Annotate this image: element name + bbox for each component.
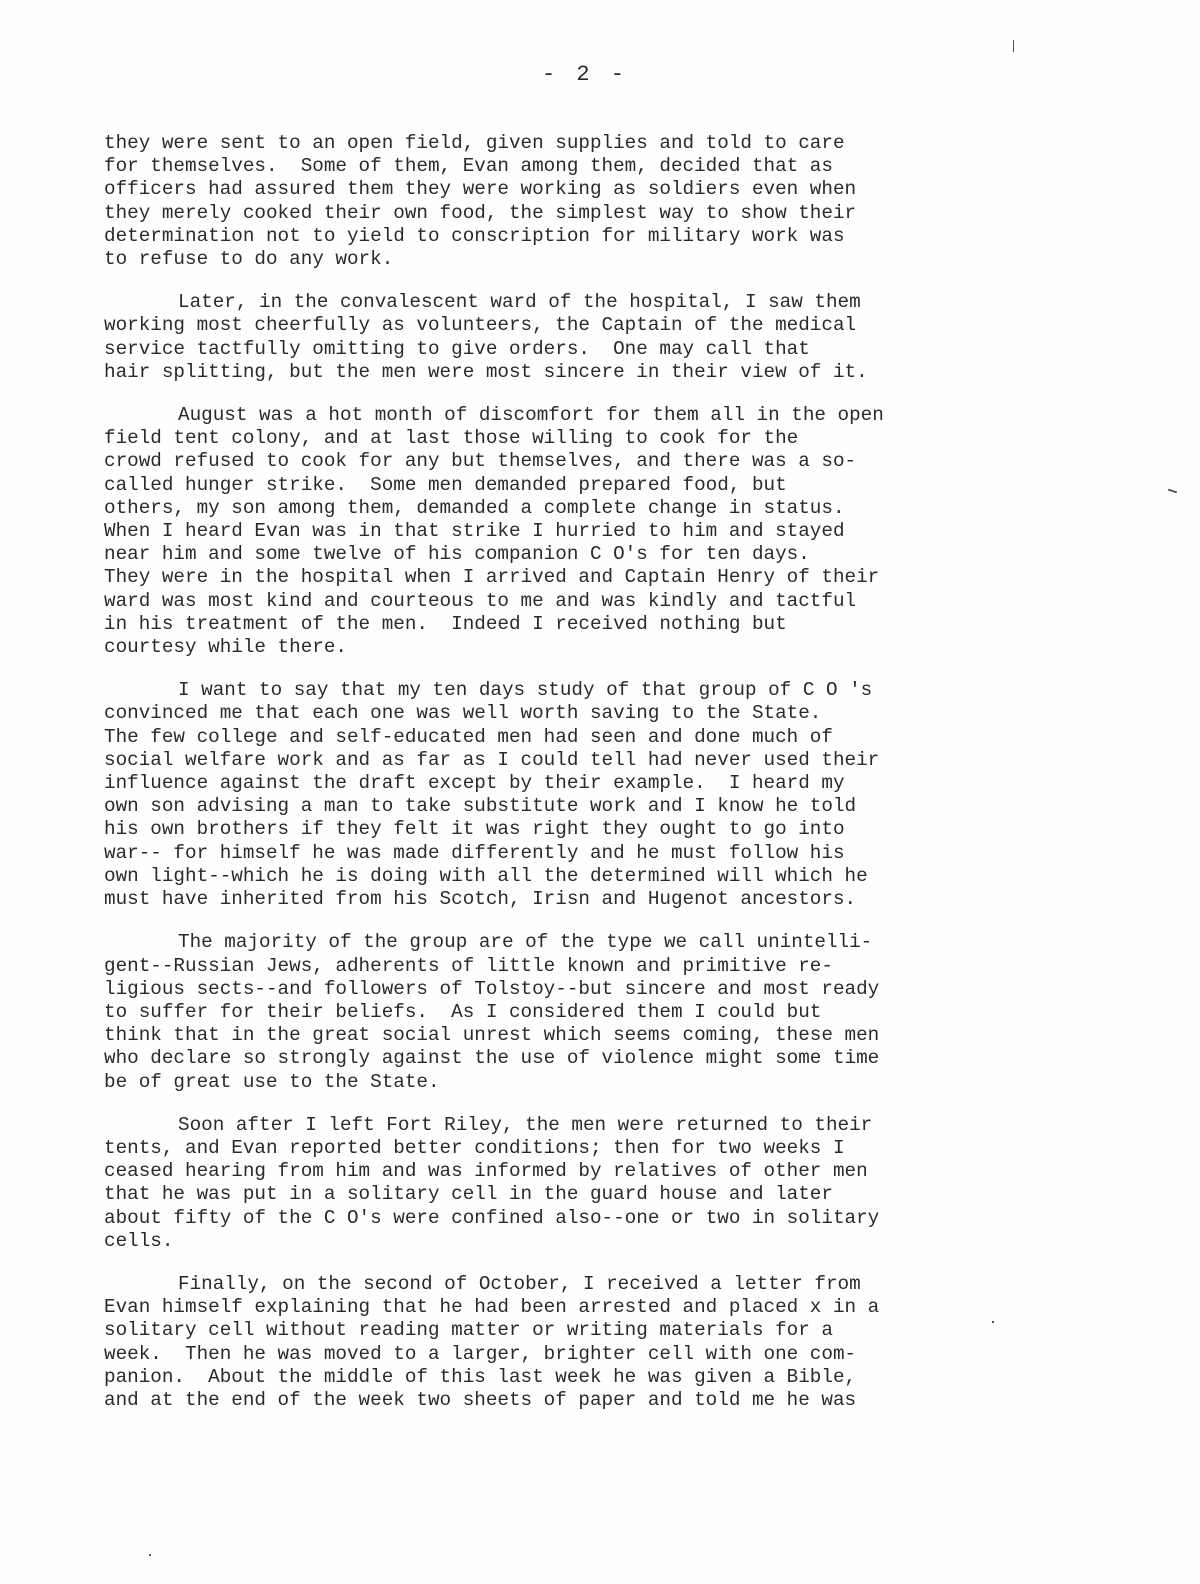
paragraph-6 bbox=[104, 1114, 1079, 1253]
text-line: others, my son among them, demanded a complete change in status. bbox=[104, 496, 845, 519]
text-line: war-- for himself he was made differently and he must follow his bbox=[104, 841, 845, 864]
paragraph-3 bbox=[104, 404, 1079, 659]
letter-body bbox=[104, 132, 1079, 1432]
page-number: - 2 - bbox=[541, 62, 628, 87]
text-line: called hunger strike. Some men demanded prepared food, but bbox=[104, 473, 787, 496]
text-line: about fifty of the C O's were confined also--one or two in solitary bbox=[104, 1206, 880, 1229]
stray-mark bbox=[1013, 40, 1014, 52]
text-line: solitary cell without reading matter or writing materials for a bbox=[104, 1319, 833, 1342]
text-line: panion. About the middle of this last week he was given a Bible, bbox=[104, 1365, 857, 1388]
paragraph-2 bbox=[104, 291, 1079, 384]
text-line: courtesy while there. bbox=[104, 636, 347, 659]
text-line: ceased hearing from him and was informed by relatives of other men bbox=[104, 1160, 868, 1183]
paragraph-5 bbox=[104, 931, 1079, 1093]
text-line: Finally, on the second of October, I received a letter from bbox=[178, 1272, 861, 1295]
text-line: officers had assured them they were working as soldiers even when bbox=[104, 178, 857, 201]
text-line: think that in the great social unrest which seems coming, these men bbox=[104, 1024, 880, 1047]
text-line: social welfare work and as far as I could tell had never used their bbox=[104, 748, 880, 771]
text-line: Later, in the convalescent ward of the hospital, I saw them bbox=[178, 291, 861, 314]
text-line: that he was put in a solitary cell in the guard house and later bbox=[104, 1183, 833, 1206]
text-line: August was a hot month of discomfort for them all in the open bbox=[178, 404, 884, 427]
paragraph-7 bbox=[104, 1273, 1079, 1412]
text-line: for themselves. Some of them, Evan among them, decided that as bbox=[104, 155, 833, 178]
text-line: to refuse to do any work. bbox=[104, 248, 394, 271]
text-line: in his treatment of the men. Indeed I received nothing but bbox=[104, 612, 787, 635]
text-line: The few college and self-educated men had seen and done much of bbox=[104, 725, 833, 748]
text-line: own light--which he is doing with all the determined will which he bbox=[104, 864, 868, 887]
text-line: Soon after I left Fort Riley, the men were returned to their bbox=[178, 1113, 873, 1136]
paragraph-4 bbox=[104, 679, 1079, 911]
paragraph-1 bbox=[104, 132, 1079, 271]
text-line: tents, and Evan reported better conditions; then for two weeks I bbox=[104, 1136, 845, 1159]
text-line: Evan himself explaining that he had been arrested and placed x in a bbox=[104, 1296, 880, 1319]
text-line: They were in the hospital when I arrived and Captain Henry of their bbox=[104, 566, 880, 589]
text-line: who declare so strongly against the use of violence might some time bbox=[104, 1047, 880, 1070]
text-line: service tactfully omitting to give orders. One may call that bbox=[104, 337, 810, 360]
text-line: ligious sects--and followers of Tolstoy--but sincere and most ready bbox=[104, 977, 880, 1000]
text-line: The majority of the group are of the type we call unintelli- bbox=[178, 931, 873, 954]
text-line: his own brothers if they felt it was right they ought to go into bbox=[104, 818, 845, 841]
text-line: I want to say that my ten days study of that group of C O 's bbox=[178, 679, 873, 702]
text-line: influence against the draft except by their example. I heard my bbox=[104, 772, 845, 795]
text-line: and at the end of the week two sheets of paper and told me he was bbox=[104, 1388, 857, 1411]
text-line: to suffer for their beliefs. As I considered them I could but bbox=[104, 1000, 822, 1023]
text-line: they were sent to an open field, given supplies and told to care bbox=[104, 132, 845, 154]
text-line: be of great use to the State. bbox=[104, 1070, 440, 1093]
text-line: working most cheerfully as volunteers, the Captain of the medical bbox=[104, 314, 857, 337]
text-line: convinced me that each one was well worth saving to the State. bbox=[104, 702, 822, 725]
text-line: determination not to yield to conscription for military work was bbox=[104, 224, 845, 247]
text-line: When I heard Evan was in that strike I hurried to him and stayed bbox=[104, 520, 845, 543]
text-line: own son advising a man to take substitute work and I know he told bbox=[104, 795, 857, 818]
text-line: ward was most kind and courteous to me and was kindly and tactful bbox=[104, 589, 857, 612]
text-line: field tent colony, and at last those willing to cook for the bbox=[104, 427, 799, 450]
text-line: near him and some twelve of his companion C O's for ten days. bbox=[104, 543, 810, 566]
text-line: must have inherited from his Scotch, Irisn and Hugenot ancestors. bbox=[104, 888, 857, 911]
text-line: cells. bbox=[104, 1229, 174, 1252]
text-line: gent--Russian Jews, adherents of little known and primitive re- bbox=[104, 954, 833, 977]
text-line: crowd refused to cook for any but themselves, and there was a so- bbox=[104, 450, 857, 473]
text-line: week. Then he was moved to a larger, brighter cell with one com- bbox=[104, 1342, 857, 1365]
stray-mark bbox=[149, 1554, 151, 1556]
stray-mark bbox=[1168, 489, 1177, 494]
text-line: they merely cooked their own food, the simplest way to show their bbox=[104, 201, 857, 224]
text-line: hair splitting, but the men were most sincere in their view of it. bbox=[104, 360, 868, 383]
